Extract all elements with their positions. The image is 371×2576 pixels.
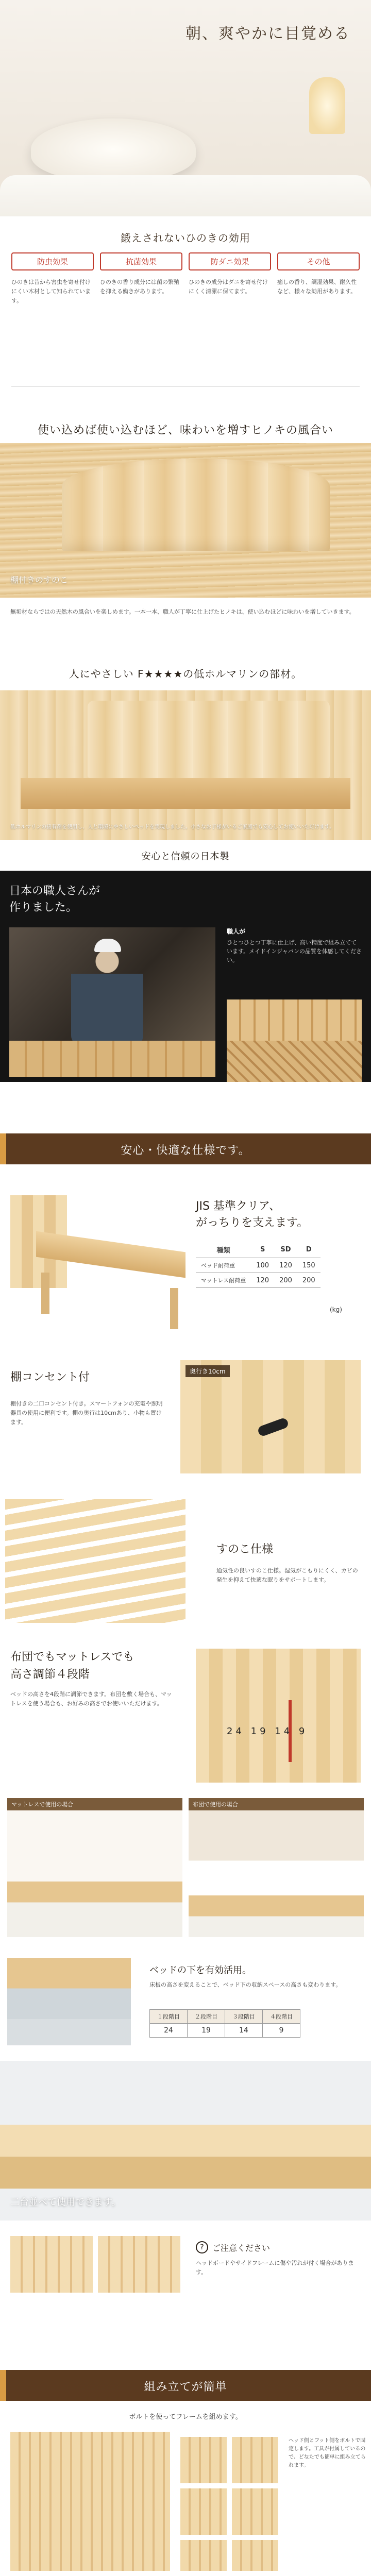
table-header: D [297, 1242, 321, 1258]
headboard-shape [88, 701, 330, 778]
underbed-section [0, 1947, 371, 2061]
height-heading-line2: 高さ調節４段階 [10, 1668, 90, 1681]
table-cell: 14 [225, 2024, 263, 2038]
craft-title-line1: 日本の職人さんが [9, 885, 100, 897]
hero-section [0, 0, 371, 216]
feature-tag: 抗菌効果 [100, 252, 182, 270]
height-image [196, 1649, 361, 1783]
lamp-shape [309, 77, 345, 134]
table-header: SD [274, 1242, 297, 1258]
mattress-photo [7, 1798, 182, 1937]
storage-text-section [0, 598, 371, 654]
height-heading-line1: 布団でもマットレスでも [10, 1651, 134, 1664]
spec-banner-text: 安心・快適な仕様です。 [121, 1144, 250, 1157]
outlet-heading: 棚コンセント付 [10, 1371, 90, 1384]
assembly-image [10, 2432, 170, 2571]
spec-banner [0, 1133, 371, 1164]
question-icon: ? [196, 2241, 208, 2253]
depth-badge: 奥行き10cm [185, 1365, 230, 1377]
jis-heading [196, 1198, 308, 1231]
feature-list [11, 252, 360, 306]
headboard-shape [62, 459, 330, 551]
jis-heading-line1: JIS 基準クリア、 [196, 1200, 281, 1213]
feature-tag: その他 [277, 252, 360, 270]
double-caption: 二台並べて使用できます。 [10, 2197, 121, 2208]
care-image [98, 2236, 180, 2293]
craft-thumb [227, 1041, 362, 1082]
bed-side-image [5, 1185, 185, 1329]
table-header: 種類 [196, 1242, 251, 1258]
care-image [10, 2236, 93, 2293]
sunoko-heading: すのこ仕様 [216, 1543, 274, 1556]
underbed-heading: ベッドの下を有効活用。 [149, 1965, 251, 1976]
formaldehyde-headline: 人にやさしい F★★★★の低ホルマリンの部材。 [69, 668, 302, 680]
table-row [196, 1258, 321, 1273]
assembly-thumb [180, 2540, 227, 2571]
assembly-banner-text: 組み立てが簡単 [144, 2381, 227, 2394]
table-cell: 200 [297, 1273, 321, 1288]
table-header: ２段階目 [188, 2010, 225, 2024]
spacer [0, 2318, 371, 2370]
duvet-shape [0, 175, 371, 216]
sunoko-text: 通気性の良いすのこ仕様。湿気がこもりにくく、カビの発生を抑えて快適な眠りをサポートします。 [216, 1567, 358, 1583]
care-title: ご注意ください [212, 2243, 271, 2253]
assembly-thumb [180, 2488, 227, 2535]
leg-shape [41, 1273, 49, 1314]
table-header: ３段階目 [225, 2010, 263, 2024]
craft-side-text [227, 927, 362, 964]
assembly-banner [0, 2370, 371, 2401]
craftsman-figure [71, 943, 143, 1046]
feature-text: ひのきの成分はダニを寄せ付けにくく清潔に保てます。 [189, 279, 268, 295]
storage-headline-section [0, 412, 371, 443]
craft-side-body: ひとつひとつ丁寧に仕上げ、高い精度で組み立てています。メイドインジャパンの品質を体感してください。 [227, 939, 362, 963]
underbed-image [7, 1958, 131, 2045]
feature-item [100, 252, 182, 306]
outlet-section [0, 1350, 371, 1489]
care-title-row [196, 2241, 361, 2253]
table-cell: 19 [188, 2024, 225, 2038]
features-heading: 鍛えされないひのきの効用 [121, 232, 250, 244]
table-cell: 24 [150, 2024, 188, 2038]
table-cell: 120 [274, 1258, 297, 1273]
photo-label: マットレスで使用の場合 [7, 1798, 182, 1810]
power-outlet-icon [257, 1417, 289, 1437]
helmet-shape [94, 939, 121, 952]
underbed-text: 床板の高さを変えることで、ベッド下の収納スペースの高さも変わります。 [149, 1981, 342, 1988]
table-cell: マットレス耐荷重 [196, 1273, 251, 1288]
table-cell: 100 [251, 1258, 274, 1273]
table-header: ４段階目 [263, 2010, 300, 2024]
care-text: ヘッドボードやサイドフレームに傷や汚れが付く場合があります。 [196, 2260, 354, 2276]
assembly-lead: ボルトを使ってフレームを組めます。 [129, 2413, 242, 2421]
table-cell: ベッド耐荷重 [196, 1258, 251, 1273]
outlet-image [180, 1360, 361, 1473]
table-header: １段階目 [150, 2010, 188, 2024]
planks-shape [9, 1041, 215, 1077]
divider [11, 386, 360, 387]
storage-caption: 棚付きのすのこ [10, 575, 69, 585]
craftsman-section [0, 871, 371, 1082]
height-levels: 24 19 14 9 [227, 1726, 308, 1737]
slats-image [5, 1499, 185, 1623]
storage-image [0, 443, 371, 598]
photo-label: 布団で使用の場合 [189, 1798, 364, 1810]
table-header-row [150, 2010, 300, 2024]
anshin-headline: 安心と信頼の日本製 [141, 851, 230, 862]
underbed-table [149, 2009, 300, 2038]
table-row [150, 2024, 300, 2038]
assembly-thumb [232, 2437, 278, 2483]
table-header-row [196, 1242, 321, 1258]
sunoko-section [0, 1489, 371, 1638]
load-unit: (kg) [330, 1306, 342, 1313]
table-cell: 9 [263, 2024, 300, 2038]
rail-shape [21, 778, 350, 809]
table-cell: 200 [274, 1273, 297, 1288]
hero-title: 朝、爽やかに目覚める [185, 25, 350, 43]
assembly-thumb [232, 2540, 278, 2571]
assembly-notes: ヘッド側とフット側をボルトで固定します。工具が付属しているので、どなたでも簡単に組み立てられます。 [289, 2438, 366, 2468]
leg-shape [170, 1288, 178, 1329]
storage-headline: 使い込めば使い込むほど、味わいを増すヒノキの風合い [38, 424, 333, 437]
feature-text: 癒しの香り、調湿効果、耐久性など、様々な効用があります。 [277, 279, 357, 295]
care-note [196, 2241, 361, 2277]
outlet-text: 棚付きの二口コンセント付き。スマートフォンの充電や照明器具の使用に便利です。棚の奥行は10cmあり、小物も置けます。 [10, 1400, 163, 1426]
feature-text: ひのきの香り成分には菌の繁殖を抑える働きがあります。 [100, 279, 179, 295]
table-header: S [251, 1242, 274, 1258]
slat-image [0, 690, 371, 840]
height-section [0, 1638, 371, 1793]
spacer [0, 1082, 371, 1133]
load-table [196, 1242, 321, 1288]
height-text: ベッドの高さを4段階に調節できます。布団を敷く場合も、マットレスを使う場合も、お好みの高さでお使いいただけます。 [10, 1691, 172, 1707]
table-cell: 150 [297, 1258, 321, 1273]
usage-photos [0, 1793, 371, 1947]
feature-tag: 防虫効果 [11, 252, 94, 270]
futon-photo [189, 1798, 364, 1937]
table-cell: 120 [251, 1273, 274, 1288]
craft-side-title: 職人が [227, 928, 246, 935]
slat-text: 低ホルマリンの接着剤を使用し、人と環境にやさしいベッドを実現しました。小さなお子様がいるご家庭でも安心してお使いいただけます。 [10, 824, 335, 830]
table-row [196, 1273, 321, 1288]
care-section [0, 2221, 371, 2318]
craft-title [9, 883, 100, 916]
features-section [0, 216, 371, 412]
jis-section [0, 1164, 371, 1350]
formaldehyde-section [0, 654, 371, 690]
height-heading [10, 1649, 134, 1684]
anshin-section [0, 840, 371, 871]
craft-thumb [227, 999, 362, 1041]
craft-title-line2: 作りました。 [9, 901, 78, 914]
feature-item [277, 252, 360, 306]
assembly-section [0, 2401, 371, 2576]
craftsman-photo [9, 927, 215, 1077]
storage-text: 無垢材ならではの天然木の風合いを楽しめます。一本一本、職人が丁寧に仕上げたヒノキは、使い込むほどに味わいを増していきます。 [10, 608, 355, 615]
pillow-shape [31, 118, 196, 180]
feature-item [11, 252, 94, 306]
assembly-thumb [180, 2437, 227, 2483]
feature-tag: 防ダニ効果 [189, 252, 271, 270]
jis-heading-line2: がっちりを支えます。 [196, 1216, 309, 1229]
double-use-section [0, 2061, 371, 2221]
assembly-thumb [232, 2488, 278, 2535]
feature-item [189, 252, 271, 306]
feature-text: ひのきは昔から害虫を寄せ付けにくい木材として知られています。 [11, 279, 91, 304]
